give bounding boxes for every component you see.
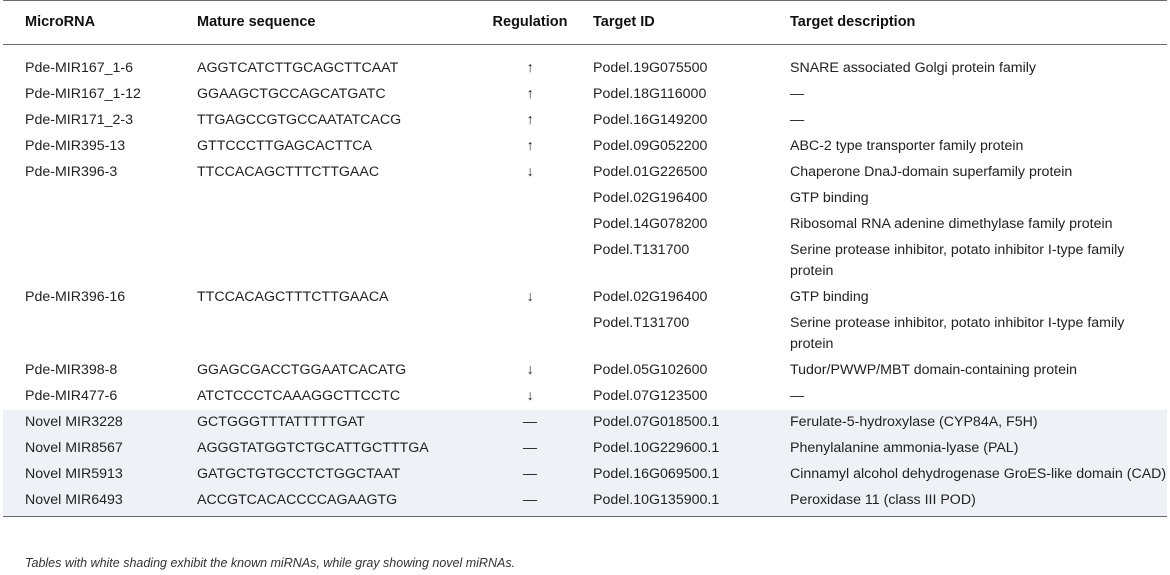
header-regulation: Regulation: [467, 1, 593, 45]
mirna-cell: [3, 186, 197, 212]
target-id-cell: Podel.05G102600: [593, 362, 708, 378]
table-row: [3, 82, 1167, 108]
table-row: [3, 384, 1167, 410]
table-row: [3, 134, 1167, 160]
mirna-cell: Novel MIR3228: [3, 410, 197, 436]
regulation-cell: ↓: [526, 362, 534, 378]
sequence-cell: TTGAGCCGTGCCAATATCACG: [197, 112, 402, 128]
target-description-cell: —: [790, 86, 805, 102]
target-id-cell: Podel.01G226500: [593, 164, 708, 180]
mirna-cell: [3, 311, 197, 358]
sequence-cell: GCTGGGTTTATTTTTGAT: [197, 410, 467, 436]
sequence-cell: GTTCCCTTGAGCACTTCA: [197, 138, 372, 154]
table-row: [3, 45, 1167, 83]
table-footnote: Tables with white shading exhibit the known miRNAs, while gray showing novel miRNAs.: [25, 556, 516, 570]
table-row: [3, 410, 1167, 436]
table-row: [3, 186, 1167, 212]
sequence-cell: ACCGTCACACCCCAGAAGTG: [197, 488, 467, 517]
target-id-cell: Podel.10G135900.1: [593, 488, 790, 517]
mirna-cell: [3, 212, 197, 238]
table-row: [3, 212, 1167, 238]
regulation-cell: ↑: [526, 112, 534, 128]
header-microrna: MicroRNA: [3, 1, 197, 45]
target-description-cell: —: [790, 112, 805, 128]
table-row: [3, 311, 1167, 358]
sequence-cell: GATGCTGTGCCTCTGGCTAAT: [197, 462, 467, 488]
target-description-cell: GTP binding: [790, 289, 869, 305]
target-description-cell: Cinnamyl alcohol dehydrogenase GroES-like domain (CAD): [790, 462, 1167, 488]
target-id-cell: Podel.02G196400: [593, 190, 708, 206]
regulation-cell: [467, 212, 593, 238]
regulation-cell: ↓: [526, 289, 534, 305]
target-id-cell: Podel.02G196400: [593, 289, 708, 305]
regulation-cell: ↓: [526, 164, 534, 180]
sequence-cell: GGAAGCTGCCAGCATGATC: [197, 86, 386, 102]
table-row: [3, 462, 1167, 488]
regulation-cell: ↑: [526, 86, 534, 102]
mirna-cell: Pde-MIR167_1-6: [25, 60, 134, 76]
mirna-cell: Pde-MIR171_2-3: [25, 112, 134, 128]
regulation-cell: ↑: [526, 138, 534, 154]
target-description-cell: Tudor/PWWP/MBT domain-containing protein: [790, 362, 1078, 378]
sequence-cell: AGGGTATGGTCTGCATTGCTTTGA: [197, 436, 467, 462]
mirna-cell: Pde-MIR396-16: [25, 289, 126, 305]
sequence-cell: [197, 311, 467, 358]
sequence-cell: [197, 186, 467, 212]
table-row: [3, 285, 1167, 311]
table-body: [3, 45, 1167, 517]
target-description-cell: Serine protease inhibitor, potato inhibitor I-type family protein: [790, 315, 1125, 352]
regulation-cell: [467, 186, 593, 212]
target-id-cell: Podel.09G052200: [593, 138, 708, 154]
table-row: [3, 436, 1167, 462]
mirna-cell: Novel MIR8567: [3, 436, 197, 462]
table-row: [3, 238, 1167, 285]
sequence-cell: TTCCACAGCTTTCTTGAACA: [197, 289, 389, 305]
target-description-cell: ABC-2 type transporter family protein: [790, 138, 1024, 154]
target-description-cell: Ribosomal RNA adenine dimethylase family protein: [790, 216, 1113, 232]
header-mature-sequence: Mature sequence: [197, 1, 467, 45]
header-row: [3, 1, 1167, 45]
target-description-cell: Chaperone DnaJ-domain superfamily protein: [790, 164, 1073, 180]
header-target-description: Target description: [790, 1, 1167, 45]
mirna-cell: Novel MIR6493: [3, 488, 197, 517]
sequence-cell: GGAGCGACCTGGAATCACATG: [197, 362, 407, 378]
target-id-cell: Podel.18G116000: [593, 86, 707, 102]
mirna-cell: Novel MIR5913: [3, 462, 197, 488]
mirna-cell: Pde-MIR477-6: [25, 388, 118, 404]
regulation-cell: [467, 238, 593, 285]
target-id-cell: Podel.07G123500: [593, 388, 708, 404]
table-row: [3, 358, 1167, 384]
target-id-cell: Podel.16G069500.1: [593, 462, 790, 488]
mirna-target-table: [3, 0, 1167, 517]
target-id-cell: Podel.19G075500: [593, 60, 708, 76]
regulation-cell: ↑: [526, 60, 534, 76]
target-id-cell: Podel.T131700: [593, 315, 690, 331]
mirna-cell: Pde-MIR398-8: [25, 362, 118, 378]
target-description-cell: SNARE associated Golgi protein family: [790, 60, 1037, 76]
regulation-cell: ↓: [526, 388, 534, 404]
mirna-cell: Pde-MIR395-13: [25, 138, 126, 154]
target-description-cell: —: [790, 388, 805, 404]
sequence-cell: TTCCACAGCTTTCTTGAAC: [197, 164, 380, 180]
target-description-cell: Serine protease inhibitor, potato inhibitor I-type family protein: [790, 242, 1125, 279]
target-description-cell: Peroxidase 11 (class III POD): [790, 488, 1167, 517]
sequence-cell: AGGTCATCTTGCAGCTTCAAT: [197, 60, 399, 76]
target-id-cell: Podel.14G078200: [593, 216, 708, 232]
regulation-cell: —: [467, 488, 593, 517]
regulation-cell: —: [467, 436, 593, 462]
sequence-cell: ATCTCCCTCAAAGGCTTCCTC: [197, 388, 401, 404]
target-id-cell: Podel.07G018500.1: [593, 410, 790, 436]
mirna-cell: Pde-MIR396-3: [25, 164, 118, 180]
table-row: [3, 160, 1167, 186]
sequence-cell: [197, 212, 467, 238]
mirna-cell: [3, 238, 197, 285]
target-id-cell: Podel.T131700: [593, 242, 690, 258]
table-row: [3, 488, 1167, 517]
target-description-cell: Phenylalanine ammonia-lyase (PAL): [790, 436, 1167, 462]
regulation-cell: —: [467, 410, 593, 436]
target-description-cell: Ferulate-5-hydroxylase (CYP84A, F5H): [790, 410, 1167, 436]
regulation-cell: [467, 311, 593, 358]
target-id-cell: Podel.16G149200: [593, 112, 708, 128]
header-target-id: Target ID: [593, 1, 790, 45]
regulation-cell: —: [467, 462, 593, 488]
sequence-cell: [197, 238, 467, 285]
table-row: [3, 108, 1167, 134]
target-id-cell: Podel.10G229600.1: [593, 436, 790, 462]
target-description-cell: GTP binding: [790, 190, 869, 206]
mirna-cell: Pde-MIR167_1-12: [25, 86, 141, 102]
